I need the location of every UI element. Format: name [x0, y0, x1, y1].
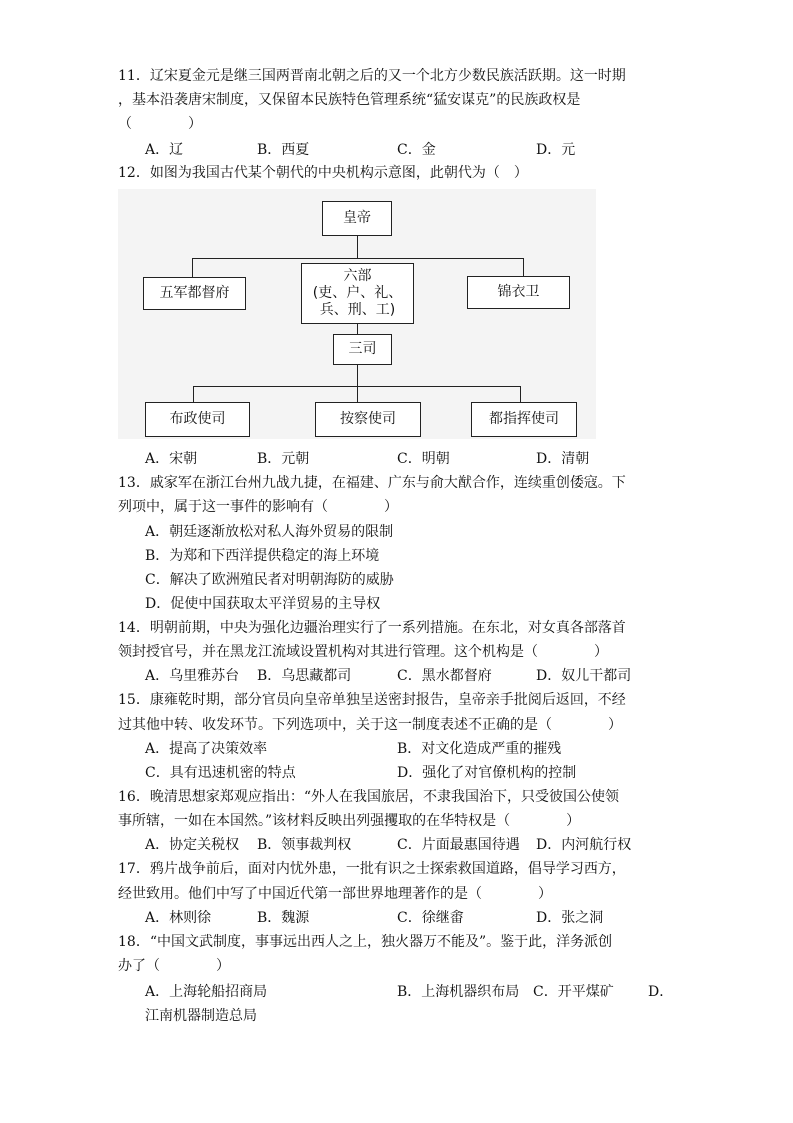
emperor-box: 皇帝: [322, 201, 392, 236]
q11-option-d: D．元: [536, 142, 576, 158]
q18-option-c: C．开平煤矿: [533, 984, 614, 1000]
six-ministries-line-2: 兵、刑、工): [319, 302, 396, 318]
three-offices-box: 三司: [333, 334, 392, 365]
q17-option-d: D．张之洞: [536, 910, 604, 926]
q17-option-a: A．林则徐: [145, 910, 212, 926]
q16-option-d: D．内河航行权: [536, 837, 632, 853]
central-institution-diagram: [118, 189, 596, 439]
q16-option-a: A．协定关税权: [145, 837, 240, 853]
regional-military-commission-box: 都指挥使司: [471, 402, 577, 437]
q11-stem-line-3: （ ）: [118, 116, 202, 132]
q14-stem-line-1: 14．明朝前期，中央为强化边疆治理实行了一系列措施。在东北，对女真各部落首: [118, 620, 626, 636]
q18-stem-line-1: 18．“中国文武制度，事事远出西人之上，独火器万不能及”。鉴于此，洋务派创: [118, 934, 613, 950]
six-ministries-line-1: (吏、户、礼、: [312, 285, 403, 301]
q15-stem-line-2: 过其他中转、收发环节。下列选项中，关于这一制度表述不正确的是（ ）: [118, 717, 622, 733]
q13-option-c: C．解决了欧洲殖民者对明朝海防的威胁: [145, 572, 394, 588]
q11-stem-line-2: ，基本沿袭唐宋制度，又保留本民族特色管理系统“猛安谋克”的民族政权是: [118, 92, 581, 108]
q11-option-b: B．西夏: [257, 142, 310, 158]
embroidered-uniform-guard-box: 锦衣卫: [467, 276, 570, 309]
q12-option-b: B．元朝: [257, 451, 310, 467]
q11-option-a: A．辽: [145, 142, 184, 158]
q13-option-a: A．朝廷逐渐放松对私人海外贸易的限制: [145, 524, 394, 540]
q14-option-b: B．乌思藏都司: [257, 668, 352, 684]
q14-option-d: D．奴儿干都司: [536, 668, 632, 684]
q12-option-a: A．宋朝: [145, 451, 198, 467]
q15-option-d: D．强化了对官僚机构的控制: [397, 765, 577, 781]
q15-option-a: A．提高了决策效率: [145, 741, 268, 757]
q18-option-b: B．上海机器织布局: [397, 984, 520, 1000]
q13-option-d: D．促使中国获取太平洋贸易的主导权: [145, 596, 381, 612]
q14-stem-line-2: 领封授官号，并在黑龙江流域设置机构对其进行管理。这个机构是（ ）: [118, 644, 608, 660]
q16-option-c: C．片面最惠国待遇: [397, 837, 520, 853]
q12-stem: 12．如图为我国古代某个朝代的中央机构示意图，此朝代为（ ）: [118, 165, 528, 181]
q11-option-c: C．金: [397, 142, 436, 158]
q11-stem-line-1: 11．辽宋夏金元是继三国两晋南北朝之后的又一个北方少数民族活跃期。这一时期: [118, 68, 626, 84]
six-ministries-box: [301, 263, 414, 324]
surveillance-commission-box: 按察使司: [315, 402, 421, 437]
q17-stem-line-2: 经世致用。他们中写了中国近代第一部世界地理著作的是（ ）: [118, 886, 552, 902]
q15-option-b: B．对文化造成严重的摧残: [397, 741, 562, 757]
q17-option-c: C．徐继畬: [397, 910, 464, 926]
q12-option-c: C．明朝: [397, 451, 450, 467]
q15-stem-line-1: 15．康雍乾时期，部分官员向皇帝单独呈送密封报告，皇帝亲手批阅后返回，不经: [118, 692, 626, 708]
administration-commission-box: 布政使司: [145, 402, 250, 437]
q18-option-a: A．上海轮船招商局: [145, 984, 268, 1000]
q16-stem-line-2: 事所辖，一如在本国然。”该材料反映出列强攫取的在华特权是（ ）: [118, 813, 581, 829]
q18-stem-line-2: 办了（ ）: [118, 958, 230, 974]
q16-option-b: B．领事裁判权: [257, 837, 352, 853]
six-ministries-title: 六部: [343, 268, 372, 284]
q18-option-d-label: D．: [648, 984, 674, 1000]
q13-stem-line-1: 13．戚家军在浙江台州九战九捷，在福建、广东与俞大猷合作，连续重创倭寇。下: [118, 475, 626, 491]
q12-option-d: D．清朝: [536, 451, 590, 467]
q17-option-b: B．魏源: [257, 910, 310, 926]
q14-option-c: C．黑水都督府: [397, 668, 492, 684]
q13-stem-line-2: 列项中，属于这一事件的影响有（ ）: [118, 499, 398, 515]
five-army-commission-box: 五军都督府: [143, 277, 246, 310]
q16-stem-line-1: 16．晚清思想家郑观应指出：“外人在我国旅居，不隶我国治下，只受彼国公使领: [118, 789, 619, 805]
q17-stem-line-1: 17．鸦片战争前后，面对内忧外患，一批有识之士探索救国道路，倡导学习西方，: [118, 861, 626, 877]
q14-option-a: A．乌里雅苏台: [145, 668, 240, 684]
q15-option-c: C．具有迅速机密的特点: [145, 765, 296, 781]
q18-option-d-text: 江南机器制造总局: [145, 1008, 257, 1024]
q13-option-b: B．为郑和下西洋提供稳定的海上环境: [145, 548, 380, 564]
